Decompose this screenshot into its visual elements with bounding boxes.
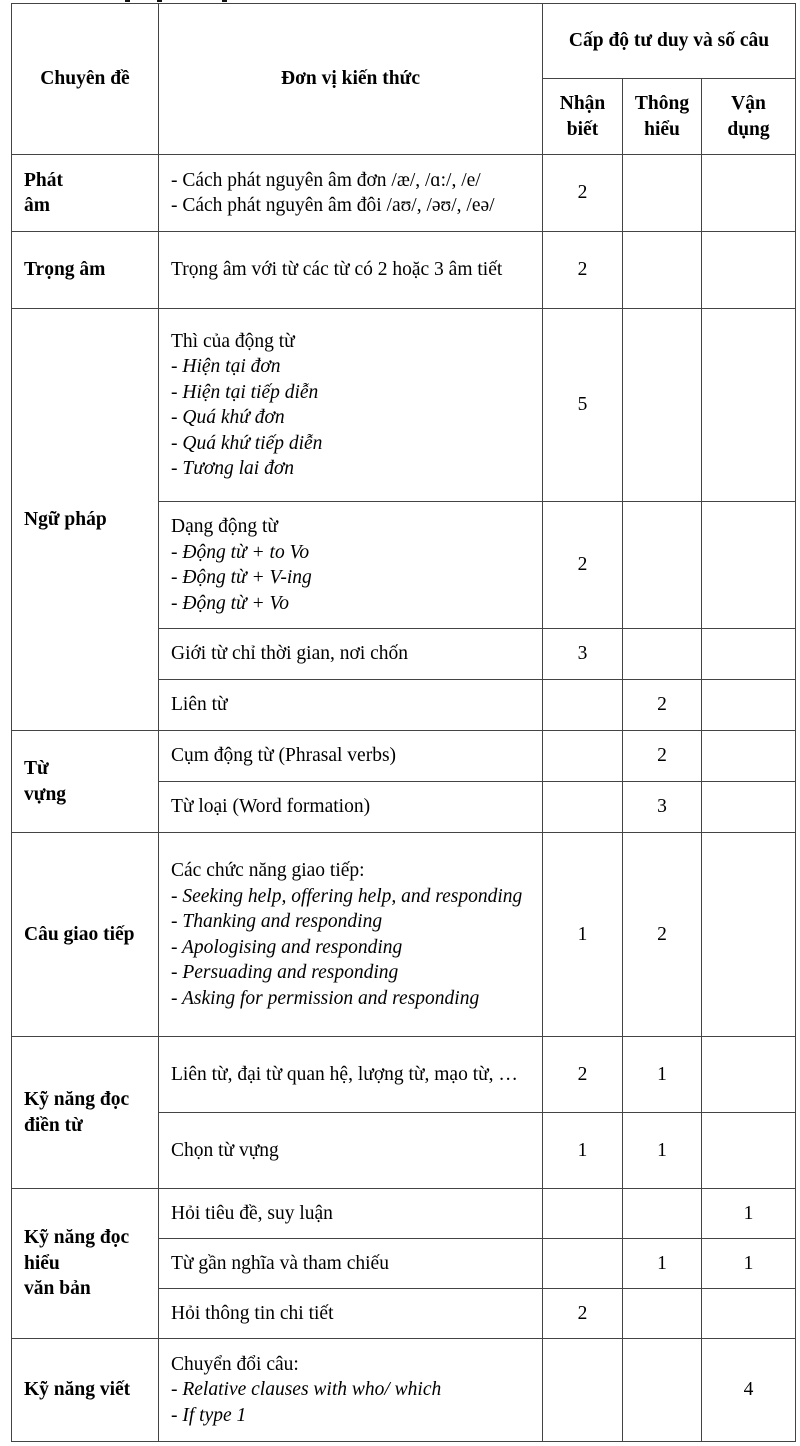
count-comprehension: 2 <box>623 731 702 782</box>
header-level-recognition <box>543 79 623 155</box>
knowledge-unit-text: Liên từ <box>171 694 228 716</box>
knowledge-unit-text: Các chức năng giao tiếp: <box>171 860 365 881</box>
knowledge-unit-cell <box>159 629 543 680</box>
knowledge-unit-cell <box>159 502 543 629</box>
knowledge-unit-cell <box>159 1289 543 1339</box>
table-row <box>12 731 796 782</box>
count-recognition <box>543 680 623 731</box>
header-level-line: hiểu <box>644 118 680 140</box>
knowledge-unit-cell <box>159 309 543 502</box>
count-application: 1 <box>702 1239 796 1289</box>
topic-name: Câu giao tiếp <box>24 923 135 945</box>
topic-name: vựng <box>24 783 67 805</box>
knowledge-unit-text: - Động từ + to Vo <box>171 541 310 563</box>
count-application <box>702 782 796 833</box>
count-application <box>702 1289 796 1339</box>
knowledge-unit-cell <box>159 1189 543 1239</box>
count-application <box>702 629 796 680</box>
count-comprehension <box>623 309 702 502</box>
count-comprehension: 2 <box>623 833 702 1037</box>
knowledge-unit-text: - Apologising and responding <box>171 936 403 958</box>
table-row <box>12 1037 796 1113</box>
count-application <box>702 155 796 232</box>
knowledge-unit-cell <box>159 1339 543 1442</box>
exam-matrix-table <box>11 3 796 1442</box>
knowledge-unit-text: - Cách phát nguyên âm đơn /æ/, /ɑ:/, /e/ <box>171 169 481 191</box>
header-level-line: dụng <box>727 118 770 140</box>
topic-cell <box>12 1189 159 1339</box>
count-comprehension: 3 <box>623 782 702 833</box>
count-application <box>702 680 796 731</box>
knowledge-unit-text: - Quá khứ đơn <box>171 407 285 428</box>
count-application <box>702 309 796 502</box>
knowledge-unit-text: - Asking for permission and responding <box>171 987 480 1009</box>
count-comprehension <box>623 1189 702 1239</box>
count-recognition: 5 <box>543 309 623 502</box>
table-row <box>12 1189 796 1239</box>
knowledge-unit-text: Giới từ chỉ thời gian, nơi chốn <box>171 643 409 665</box>
count-comprehension <box>623 232 702 309</box>
count-application <box>702 1037 796 1113</box>
topic-cell <box>12 1037 159 1189</box>
topic-cell <box>12 833 159 1037</box>
count-recognition <box>543 782 623 833</box>
count-comprehension: 1 <box>623 1239 702 1289</box>
count-comprehension <box>623 155 702 232</box>
knowledge-unit-cell <box>159 731 543 782</box>
knowledge-unit-text: - Động từ + Vo <box>171 592 290 614</box>
knowledge-unit-text: Dạng động từ <box>171 516 278 537</box>
knowledge-unit-text: - Hiện tại đơn <box>171 356 281 377</box>
count-recognition <box>543 1189 623 1239</box>
knowledge-unit-cell <box>159 1239 543 1289</box>
knowledge-unit-text: - Hiện tại tiếp diễn <box>171 381 319 403</box>
count-comprehension: 1 <box>623 1037 702 1113</box>
header-level-line: Nhận <box>559 92 606 114</box>
knowledge-unit-text: - Seeking help, offering help, and responding <box>171 885 523 907</box>
count-recognition: 2 <box>543 502 623 629</box>
topic-cell <box>12 309 159 731</box>
count-recognition: 2 <box>543 1289 623 1339</box>
knowledge-unit-cell <box>159 782 543 833</box>
knowledge-unit-cell <box>159 1037 543 1113</box>
header-level-line: Thông <box>634 92 690 114</box>
knowledge-unit-text: Chuyển đổi câu: <box>171 1353 299 1375</box>
count-recognition: 2 <box>543 1037 623 1113</box>
knowledge-unit-cell <box>159 680 543 731</box>
knowledge-unit-text: Từ loại (Word formation) <box>171 796 371 818</box>
knowledge-unit-cell <box>159 155 543 232</box>
knowledge-unit-text: Chọn từ vựng <box>171 1139 279 1161</box>
header-level-line: biết <box>566 118 599 140</box>
knowledge-unit-cell <box>159 232 543 309</box>
header-topic: Chuyên đề <box>12 4 159 155</box>
topic-cell <box>12 155 159 232</box>
topic-name: điền từ <box>24 1114 83 1136</box>
topic-name: Kỹ năng đọc <box>24 1227 130 1249</box>
count-application <box>702 731 796 782</box>
count-comprehension <box>623 629 702 680</box>
header-level-line: Vận <box>731 92 766 114</box>
count-comprehension <box>623 1339 702 1442</box>
knowledge-unit-text: - If type 1 <box>171 1404 247 1426</box>
count-recognition <box>543 1339 623 1442</box>
knowledge-unit-text: Thì của động từ <box>171 330 295 352</box>
count-recognition <box>543 1239 623 1289</box>
topic-cell <box>12 1339 159 1442</box>
knowledge-unit-cell <box>159 833 543 1037</box>
table-row <box>12 155 796 232</box>
table-row <box>12 1339 796 1442</box>
knowledge-unit-text: - Quá khứ tiếp diễn <box>171 432 323 454</box>
topic-name: âm <box>24 195 50 216</box>
count-recognition: 1 <box>543 833 623 1037</box>
knowledge-unit-text: - Persuading and responding <box>171 962 399 983</box>
topic-name: Kỹ năng viết <box>24 1379 131 1401</box>
topic-name: Ngữ pháp <box>24 508 107 530</box>
knowledge-unit-text: - Tương lai đơn <box>171 458 294 479</box>
topic-name: Phát <box>24 169 63 191</box>
knowledge-unit-text: - Thanking and responding <box>171 911 383 932</box>
knowledge-unit-text: - Động từ + V-ing <box>171 567 312 588</box>
matrix-body <box>12 155 796 1442</box>
topic-name: hiểu <box>24 1252 60 1274</box>
header-level-application <box>702 79 796 155</box>
knowledge-unit-text: Cụm động từ (Phrasal verbs) <box>171 745 397 767</box>
topic-name: văn bản <box>24 1278 91 1300</box>
count-recognition: 1 <box>543 1113 623 1189</box>
count-recognition: 2 <box>543 155 623 232</box>
topic-cell <box>12 232 159 309</box>
count-application: 1 <box>702 1189 796 1239</box>
topic-name: Trọng âm <box>24 259 106 281</box>
table-row <box>12 232 796 309</box>
count-application <box>702 833 796 1037</box>
count-comprehension <box>623 1289 702 1339</box>
count-application: 4 <box>702 1339 796 1442</box>
knowledge-unit-text: - Relative clauses with who/ which <box>171 1379 442 1401</box>
knowledge-unit-text: Trọng âm với từ các từ có 2 hoặc 3 âm tiết <box>171 259 503 281</box>
count-comprehension: 2 <box>623 680 702 731</box>
topic-name: Từ <box>24 758 49 779</box>
knowledge-unit-text: Hỏi thông tin chi tiết <box>171 1302 334 1324</box>
count-application <box>702 502 796 629</box>
count-comprehension: 1 <box>623 1113 702 1189</box>
count-recognition: 3 <box>543 629 623 680</box>
knowledge-unit-text: - Cách phát nguyên âm đôi /aʊ/, /əʊ/, /eə/ <box>171 195 495 216</box>
count-application <box>702 232 796 309</box>
header-level-comprehension <box>623 79 702 155</box>
knowledge-unit-text: Liên từ, đại từ quan hệ, lượng từ, mạo từ, … <box>171 1063 518 1085</box>
knowledge-unit-text: Từ gần nghĩa và tham chiếu <box>171 1252 389 1274</box>
count-recognition: 2 <box>543 232 623 309</box>
knowledge-unit-cell <box>159 1113 543 1189</box>
count-comprehension <box>623 502 702 629</box>
count-recognition <box>543 731 623 782</box>
header-thinking-level-group: Cấp độ tư duy và số câu <box>543 4 796 79</box>
count-application <box>702 1113 796 1189</box>
knowledge-unit-text: Hỏi tiêu đề, suy luận <box>171 1202 333 1224</box>
topic-cell <box>12 731 159 833</box>
topic-name: Kỹ năng đọc <box>24 1089 130 1110</box>
header-knowledge-unit: Đơn vị kiến thức <box>159 4 543 155</box>
table-row <box>12 833 796 1037</box>
table-row <box>12 309 796 502</box>
